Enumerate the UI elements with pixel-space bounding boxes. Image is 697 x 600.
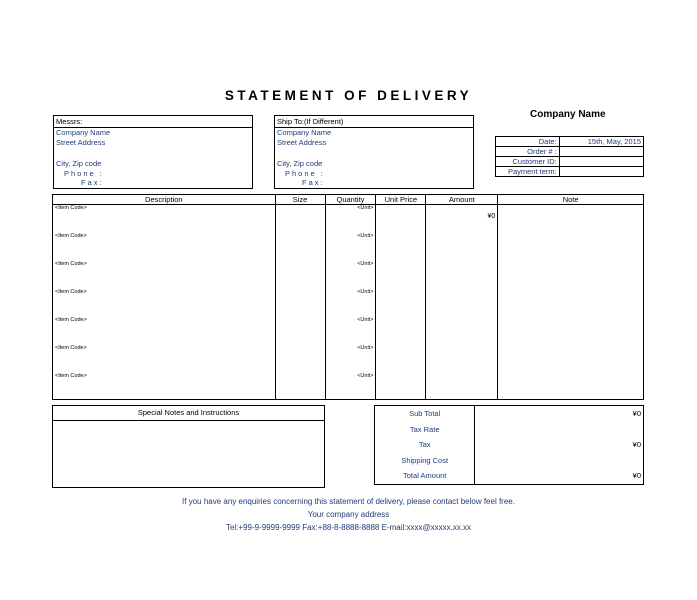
item-amount[interactable] — [426, 345, 498, 373]
info-label: Order # : — [496, 147, 560, 157]
item-code[interactable]: <Item Code> — [53, 205, 276, 233]
items-header-row — [53, 195, 644, 205]
totals-table — [374, 405, 644, 485]
totals-row-subtotal — [375, 406, 644, 422]
item-size[interactable] — [275, 233, 325, 261]
item-unit-price[interactable] — [376, 205, 426, 233]
document-title: STATEMENT OF DELIVERY — [224, 88, 473, 103]
item-unit[interactable]: <Unit> — [325, 373, 376, 400]
info-label: Customer ID: — [496, 157, 560, 167]
totals-value[interactable]: ¥0 — [632, 440, 641, 450]
info-label: Payment term: — [496, 167, 560, 177]
info-label: Date: — [496, 137, 560, 147]
ship-to-city[interactable]: City, Zip code — [277, 159, 323, 168]
item-size[interactable] — [275, 261, 325, 289]
table-row — [53, 261, 644, 289]
totals-value[interactable]: ¥0 — [632, 409, 641, 419]
item-amount[interactable] — [426, 317, 498, 345]
item-amount[interactable] — [426, 289, 498, 317]
item-code[interactable]: <Item Code> — [53, 317, 276, 345]
items-table — [52, 194, 644, 400]
item-note[interactable] — [498, 345, 644, 373]
bill-to-street[interactable]: Street Address — [56, 138, 106, 147]
col-size: Size — [275, 195, 325, 205]
ship-to-fax[interactable]: Fax: — [302, 178, 325, 187]
totals-label: Total Amount — [375, 468, 475, 484]
footer-contact-line: Tel:+99-9-9999-9999 Fax:+88-8-8888-8888 E-mail:xxxx@xxxxx.xx.xx — [225, 523, 472, 532]
special-notes-box — [52, 405, 325, 488]
footer-enquiry-line: If you have any enquiries concerning this statement of delivery, please contact below feel free. — [182, 497, 515, 506]
totals-row-tax-rate — [375, 422, 644, 438]
item-unit[interactable]: <Unit> — [325, 205, 376, 233]
ship-to-phone[interactable]: Phone : — [285, 169, 325, 178]
info-row-date — [496, 137, 644, 147]
totals-row-total — [375, 468, 644, 484]
col-amount: Amount — [426, 195, 498, 205]
col-quantity: Quantity — [325, 195, 376, 205]
ship-to-header: Ship To:(If Different) — [275, 116, 473, 128]
item-amount[interactable]: ¥0 — [426, 205, 498, 233]
totals-row-tax — [375, 437, 644, 453]
table-row — [53, 373, 644, 400]
info-value[interactable] — [559, 167, 643, 177]
item-amount[interactable] — [426, 261, 498, 289]
item-note[interactable] — [498, 205, 644, 233]
item-unit-price[interactable] — [376, 345, 426, 373]
info-row-order — [496, 147, 644, 157]
item-note[interactable] — [498, 289, 644, 317]
info-value[interactable] — [559, 147, 643, 157]
ship-to-box — [274, 115, 474, 189]
item-unit-price[interactable] — [376, 373, 426, 400]
info-value[interactable]: 15th, May, 2015 — [559, 137, 643, 147]
item-note[interactable] — [498, 373, 644, 400]
item-size[interactable] — [275, 289, 325, 317]
item-unit-price[interactable] — [376, 317, 426, 345]
bill-to-city[interactable]: City, Zip code — [56, 159, 102, 168]
table-row — [53, 233, 644, 261]
item-code[interactable]: <Item Code> — [53, 261, 276, 289]
ship-to-street[interactable]: Street Address — [277, 138, 327, 147]
bill-to-phone[interactable]: Phone : — [64, 169, 104, 178]
item-note[interactable] — [498, 317, 644, 345]
info-row-payment — [496, 167, 644, 177]
footer-address-line: Your company address — [307, 510, 390, 519]
table-row — [53, 345, 644, 373]
item-unit[interactable]: <Unit> — [325, 261, 376, 289]
item-unit-price[interactable] — [376, 289, 426, 317]
bill-to-company[interactable]: Company Name — [56, 128, 111, 137]
item-amount[interactable] — [426, 233, 498, 261]
item-size[interactable] — [275, 345, 325, 373]
totals-label: Tax — [375, 437, 475, 453]
item-note[interactable] — [498, 233, 644, 261]
item-code[interactable]: <Item Code> — [53, 289, 276, 317]
item-unit[interactable]: <Unit> — [325, 233, 376, 261]
item-code[interactable]: <Item Code> — [53, 345, 276, 373]
item-unit-price[interactable] — [376, 261, 426, 289]
item-unit[interactable]: <Unit> — [325, 289, 376, 317]
item-code[interactable]: <Item Code> — [53, 233, 276, 261]
totals-label: Shipping Cost — [375, 453, 475, 469]
special-notes-header: Special Notes and Instructions — [53, 406, 324, 421]
item-unit[interactable]: <Unit> — [325, 317, 376, 345]
table-row — [53, 317, 644, 345]
item-size[interactable] — [275, 373, 325, 400]
info-value[interactable] — [559, 157, 643, 167]
special-notes-field[interactable] — [53, 421, 324, 487]
item-note[interactable] — [498, 261, 644, 289]
table-row — [53, 205, 644, 233]
company-name-heading: Company Name — [530, 109, 606, 120]
col-unit-price: Unit Price — [376, 195, 426, 205]
item-unit-price[interactable] — [376, 233, 426, 261]
ship-to-company[interactable]: Company Name — [277, 128, 332, 137]
order-info-table — [495, 136, 644, 177]
info-row-customer — [496, 157, 644, 167]
totals-label: Sub Total — [375, 406, 475, 422]
bill-to-box — [53, 115, 253, 189]
item-size[interactable] — [275, 317, 325, 345]
item-size[interactable] — [275, 205, 325, 233]
bill-to-header: Messrs: — [54, 116, 252, 128]
item-unit[interactable]: <Unit> — [325, 345, 376, 373]
totals-value[interactable] — [475, 453, 644, 469]
totals-value[interactable] — [475, 422, 644, 438]
item-code[interactable]: <Item Code> — [53, 373, 276, 400]
bill-to-fax[interactable]: Fax: — [81, 178, 104, 187]
table-row — [53, 289, 644, 317]
totals-value[interactable]: ¥0 — [632, 471, 641, 481]
totals-row-shipping — [375, 453, 644, 469]
item-amount[interactable] — [426, 373, 498, 400]
totals-label: Tax Rate — [375, 422, 475, 438]
col-description: Description — [53, 195, 276, 205]
col-note: Note — [498, 195, 644, 205]
